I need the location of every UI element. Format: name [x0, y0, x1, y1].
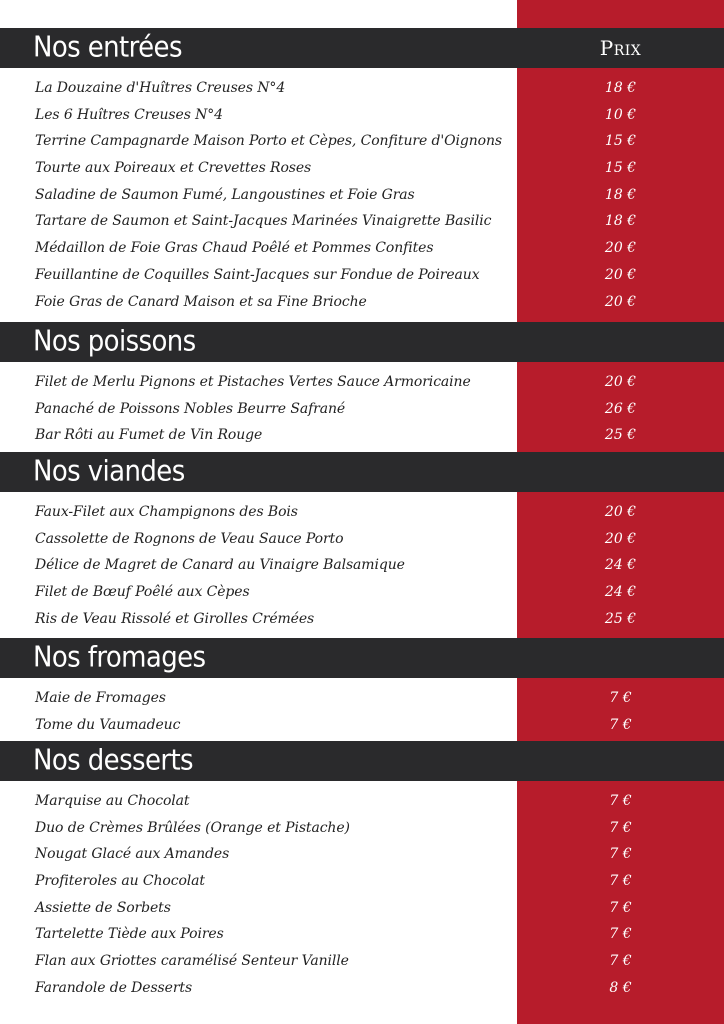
menu-item — [0, 948, 724, 975]
item-list — [0, 678, 724, 738]
menu-section-poissons — [0, 322, 724, 449]
item-price: 24 € — [604, 584, 637, 601]
section-header — [0, 452, 724, 492]
item-price: 15 € — [604, 133, 637, 150]
menu-item — [0, 815, 724, 842]
item-name: Faux-Filet aux Champignons des Bois — [35, 504, 298, 520]
item-name: Bar Rôti au Fumet de Vin Rouge — [35, 427, 263, 444]
menu-item — [0, 975, 724, 1002]
item-price: 20 € — [604, 266, 637, 283]
menu-item — [0, 422, 724, 449]
item-list — [0, 68, 724, 315]
menu-item — [0, 526, 724, 553]
menu-item — [0, 289, 724, 316]
item-name: Tartare de Saumon et Saint-Jacques Marinées Vinaigrette Basilic — [35, 213, 492, 230]
section-header — [0, 322, 724, 362]
item-name: Farandole de Desserts — [35, 979, 193, 996]
item-price: 20 € — [604, 293, 637, 310]
item-price: 20 € — [604, 504, 637, 520]
item-name: Flan aux Griottes caramélisé Senteur Vanille — [35, 953, 349, 970]
item-list — [0, 781, 724, 1002]
menu-item — [0, 841, 724, 868]
menu-item — [0, 369, 724, 396]
item-name: Ris de Veau Rissolé et Girolles Crémées — [35, 610, 315, 627]
item-price: 15 € — [604, 160, 637, 177]
menu-item — [0, 262, 724, 289]
item-price: 7 € — [609, 690, 632, 706]
item-name: Tome du Vaumadeuc — [35, 716, 181, 733]
menu-item — [0, 788, 724, 815]
menu-item — [0, 182, 724, 209]
section-title: Nos desserts — [33, 744, 193, 778]
menu-item — [0, 155, 724, 182]
menu-section-entrees — [0, 28, 724, 315]
menu-item — [0, 712, 724, 739]
item-price: 7 € — [609, 873, 632, 890]
item-list — [0, 362, 724, 449]
item-price: 20 € — [604, 240, 637, 257]
menu-item — [0, 921, 724, 948]
item-name: Feuillantine de Coquilles Saint-Jacques sur Fondue de Poireaux — [35, 266, 480, 283]
menu-section-desserts — [0, 741, 724, 1002]
item-price: 26 € — [604, 400, 637, 417]
menu-item — [0, 396, 724, 423]
item-name: Panaché de Poissons Nobles Beurre Safrané — [35, 400, 346, 417]
item-name: Terrine Campagnarde Maison Porto et Cèpes, Confiture d'Oignons — [35, 133, 502, 150]
menu-item — [0, 128, 724, 155]
item-name: Maie de Fromages — [35, 690, 166, 706]
menu-item — [0, 606, 724, 633]
item-name: Tourte aux Poireaux et Crevettes Roses — [35, 160, 312, 177]
item-price: 24 € — [604, 557, 637, 574]
item-price: 18 € — [604, 80, 637, 96]
item-price: 20 € — [604, 374, 637, 390]
menu-item — [0, 235, 724, 262]
item-name: Duo de Crèmes Brûlées (Orange et Pistache) — [35, 819, 350, 836]
menu-item — [0, 75, 724, 102]
item-price: 25 € — [604, 610, 637, 627]
item-name: Nougat Glacé aux Amandes — [35, 846, 230, 863]
section-title: Nos fromages — [33, 641, 206, 675]
section-header — [0, 28, 724, 68]
item-name: Délice de Magret de Canard au Vinaigre Balsamique — [35, 557, 405, 574]
menu-item — [0, 685, 724, 712]
item-name: Médaillon de Foie Gras Chaud Poêlé et Pommes Confites — [35, 240, 434, 257]
section-title: Nos viandes — [33, 455, 185, 489]
section-header — [0, 638, 724, 678]
item-price: 7 € — [609, 793, 632, 809]
item-list — [0, 492, 724, 632]
item-name: La Douzaine d'Huîtres Creuses N°4 — [35, 80, 286, 96]
menu-section-viandes — [0, 452, 724, 632]
item-price: 8 € — [609, 979, 632, 996]
item-name: Cassolette de Rognons de Veau Sauce Porto — [35, 530, 344, 547]
item-price: 7 € — [609, 899, 632, 916]
item-price: 18 € — [604, 213, 637, 230]
section-title: Nos entrées — [33, 31, 182, 65]
item-name: Saladine de Saumon Fumé, Langoustines et Foie Gras — [35, 186, 415, 203]
item-price: 10 € — [604, 106, 637, 123]
item-price: 7 € — [609, 926, 632, 943]
menu-item — [0, 552, 724, 579]
item-price: 18 € — [604, 186, 637, 203]
item-price: 20 € — [604, 530, 637, 547]
menu-item — [0, 102, 724, 129]
section-title: Nos poissons — [33, 325, 196, 359]
item-name: Profiteroles au Chocolat — [35, 873, 205, 890]
menu-item — [0, 579, 724, 606]
menu-item — [0, 499, 724, 526]
menu-item — [0, 868, 724, 895]
menu-section-fromages — [0, 638, 724, 738]
section-header — [0, 741, 724, 781]
item-price: 7 € — [609, 819, 632, 836]
item-name: Les 6 Huîtres Creuses N°4 — [35, 106, 223, 123]
item-price: 7 € — [609, 846, 632, 863]
item-price: 25 € — [604, 427, 637, 444]
item-price: 7 € — [609, 953, 632, 970]
item-name: Marquise au Chocolat — [35, 793, 190, 809]
price-column-header: Prix — [599, 36, 642, 60]
menu-item — [0, 895, 724, 922]
item-name: Filet de Merlu Pignons et Pistaches Vertes Sauce Armoricaine — [35, 374, 471, 390]
item-name: Tartelette Tiède aux Poires — [35, 926, 224, 943]
item-name: Assiette de Sorbets — [35, 899, 171, 916]
menu-item — [0, 208, 724, 235]
item-price: 7 € — [609, 716, 632, 733]
item-name: Filet de Bœuf Poêlé aux Cèpes — [35, 584, 250, 601]
item-name: Foie Gras de Canard Maison et sa Fine Brioche — [35, 293, 367, 310]
